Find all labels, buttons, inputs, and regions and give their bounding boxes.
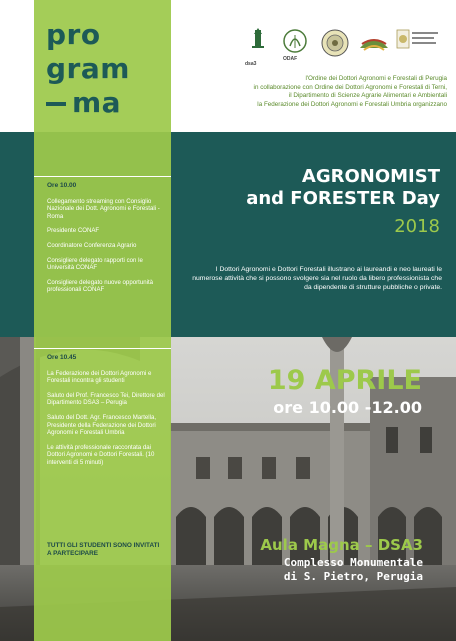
dsa3-logo-caption: dsa3: [245, 61, 257, 67]
program-title: [46, 18, 166, 120]
intro-line: in collaborazione con Ordine dei Dottori Agronomi e Forestali di Terni,: [253, 83, 447, 91]
schedule-block-2: [47, 354, 165, 467]
schedule-item: Coordinatore Conferenza Agrario: [47, 241, 137, 249]
schedule-item: Consigliere delegato nuove opportunità professionali CONAF: [47, 278, 154, 294]
schedule-item: Saluto del Prof. Francesco Tei, Direttore del Dipartimento DSA3 – Perugia: [47, 391, 165, 407]
divider: [34, 176, 171, 177]
event-hours: ore 10.00 -12.00: [273, 398, 422, 417]
seal-logo: [320, 28, 350, 58]
students-invite: TUTTI GLI STUDENTI SONO INVITATI A PARTECIPARE: [47, 542, 160, 557]
intro-line: il Dipartimento di Scienze Agrarie Alimentari e Ambientali: [288, 92, 447, 99]
event-year: 2018: [394, 216, 440, 237]
block-time: Ore 10.00: [47, 182, 77, 189]
fields-logo: [358, 28, 390, 56]
program-title-line: pro: [46, 18, 101, 51]
event-date: 19 APRILE: [267, 365, 422, 396]
intro-line: la Federazione dei Dottori Agronomi e Forestali Umbria organizzano: [257, 100, 447, 108]
event-venue-line3: di S. Pietro, Perugia: [283, 570, 423, 583]
event-venue-line2: Complesso Monumentale: [283, 556, 423, 569]
schedule-item: La Federazione dei Dottori Agronomi e Forestali incontra gli studenti: [47, 369, 152, 385]
odaf-logo-caption: ODAF: [283, 56, 298, 62]
block-time: Ore 10.45: [47, 354, 77, 361]
schedule-block-1: [47, 182, 165, 294]
order-logo: [396, 28, 440, 54]
schedule-item: Saluto del Dott. Agr. Francesco Martella, Presidente della Federazione dei Dottori Agronomi e Forestali Umbria: [47, 413, 157, 437]
event-description: I Dottori Agronomi e Dottori Forestali illustrano ai laureandi e neo laureati le numerose attività che si possono svolgere sia nel ruolo da libero professionista che da dipendente di strutture pubbliche o private.: [192, 266, 442, 291]
schedule-item: Collegamento streaming con Consiglio Nazionale dei Dott. Agronomi e Forestali - Roma: [47, 197, 160, 220]
event-title-line1: AGRONOMIST: [301, 166, 440, 187]
program-title-text: ma: [72, 86, 122, 119]
divider: [34, 348, 171, 349]
schedule-item: Consigliere delegato rapporti con le Università CONAF: [47, 256, 143, 272]
program-title-line-last: [46, 86, 166, 120]
dsa3-logo: [246, 28, 270, 60]
logo-row: [240, 28, 440, 68]
event-title-line2: and FORESTER Day: [246, 188, 440, 209]
title-dash: [46, 102, 66, 106]
schedule-item: Presidente CONAF: [47, 227, 100, 235]
organizers-intro: [200, 75, 447, 109]
schedule-item: Le attività professionale raccontata dai Dottori Agronomi e Dottori Forestali. (10 interventi di 5 minuti): [47, 443, 155, 466]
event-venue: Aula Magna – DSA3: [260, 536, 423, 554]
intro-line: l'Ordine dei Dottori Agronomi e Forestali di Perugia: [305, 75, 447, 82]
program-title-line: gram: [46, 52, 130, 85]
